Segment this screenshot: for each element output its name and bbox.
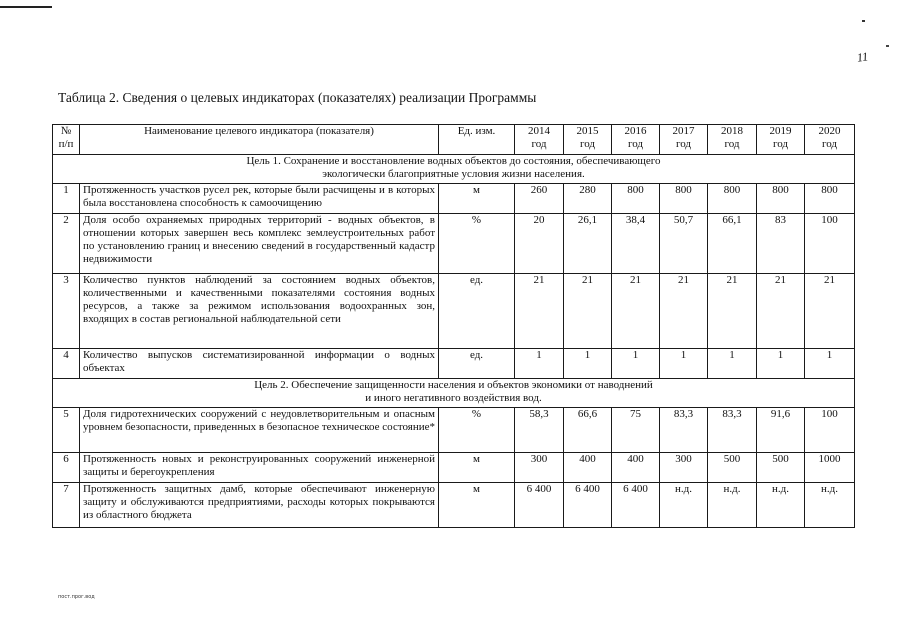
value-cell: н.д. bbox=[660, 483, 708, 528]
value-cell: 800 bbox=[612, 184, 660, 214]
value-cell: 280 bbox=[564, 184, 612, 214]
value-cell: 6 400 bbox=[515, 483, 564, 528]
indicator-name: Протяженность защитных дамб, которые обеспечивают инженерную защиту и обслуживаются предприятиями, расходы которых покрываются из областного бюджета bbox=[80, 483, 439, 528]
row-number: 2 bbox=[53, 214, 80, 274]
row-number: 1 bbox=[53, 184, 80, 214]
unit-cell: м bbox=[439, 184, 515, 214]
value-cell: 1 bbox=[708, 349, 757, 379]
table-row bbox=[53, 483, 855, 528]
header-year-suffix: год bbox=[821, 138, 838, 150]
goal-row bbox=[53, 379, 855, 408]
row-number: 7 bbox=[53, 483, 80, 528]
unit-cell: ед. bbox=[439, 274, 515, 349]
unit-cell: % bbox=[439, 408, 515, 453]
header-year bbox=[515, 125, 564, 155]
scan-speck bbox=[886, 45, 889, 47]
header-year bbox=[660, 125, 708, 155]
header-year-number: 2016 bbox=[624, 125, 647, 137]
indicator-name: Количество выпусков систематизированной информации о водных объектах bbox=[80, 349, 439, 379]
goal-title: Цель 2. Обеспечение защищенности населения и объектов экономики от наводнений и иного негативного воздействия вод. bbox=[53, 379, 855, 408]
table-caption: Таблица 2. Сведения о целевых индикаторах (показателях) реализации Программы bbox=[58, 90, 537, 105]
value-cell: 400 bbox=[564, 453, 612, 483]
indicator-name: Протяженность новых и реконструированных сооружений инженерной защиты и берегоукрепления bbox=[80, 453, 439, 483]
value-cell: 83,3 bbox=[708, 408, 757, 453]
value-cell: 1 bbox=[612, 349, 660, 379]
header-year-suffix: год bbox=[675, 138, 692, 150]
value-cell: 66,6 bbox=[564, 408, 612, 453]
value-cell: 800 bbox=[660, 184, 708, 214]
value-cell: 20 bbox=[515, 214, 564, 274]
value-cell: 500 bbox=[757, 453, 805, 483]
table-row bbox=[53, 408, 855, 453]
value-cell: 400 bbox=[612, 453, 660, 483]
value-cell: 83,3 bbox=[660, 408, 708, 453]
value-cell: 1 bbox=[515, 349, 564, 379]
header-year bbox=[805, 125, 855, 155]
header-year bbox=[708, 125, 757, 155]
header-year-suffix: год bbox=[724, 138, 740, 150]
row-number: 3 bbox=[53, 274, 80, 349]
value-cell: н.д. bbox=[805, 483, 855, 528]
value-cell: 66,1 bbox=[708, 214, 757, 274]
scan-speck bbox=[862, 20, 865, 22]
row-number: 5 bbox=[53, 408, 80, 453]
table-row bbox=[53, 214, 855, 274]
header-year-number: 2017 bbox=[672, 125, 695, 137]
value-cell: 50,7 bbox=[660, 214, 708, 274]
value-cell: 21 bbox=[708, 274, 757, 349]
row-number: 6 bbox=[53, 453, 80, 483]
top-rule bbox=[0, 6, 52, 8]
header-year-number: 2019 bbox=[769, 125, 792, 137]
goal-row bbox=[53, 155, 855, 184]
indicators-table bbox=[52, 124, 855, 528]
header-year-suffix: год bbox=[627, 138, 644, 150]
header-unit: Ед. изм. bbox=[439, 125, 515, 155]
indicator-name: Доля гидротехнических сооружений с неудовлетворительным и опасным уровнем безопасности, приведенных в безопасное техническое состояние* bbox=[80, 408, 439, 453]
footer-note: поcт.прог.вод bbox=[58, 594, 95, 600]
header-year-suffix: год bbox=[579, 138, 596, 150]
value-cell: 300 bbox=[515, 453, 564, 483]
header-year bbox=[612, 125, 660, 155]
page-number: 11 bbox=[856, 49, 869, 65]
value-cell: 260 bbox=[515, 184, 564, 214]
value-cell: 21 bbox=[515, 274, 564, 349]
value-cell: 6 400 bbox=[612, 483, 660, 528]
value-cell: 300 bbox=[660, 453, 708, 483]
value-cell: 800 bbox=[805, 184, 855, 214]
value-cell: 21 bbox=[660, 274, 708, 349]
value-cell: 75 bbox=[612, 408, 660, 453]
value-cell: 1000 bbox=[805, 453, 855, 483]
value-cell: 6 400 bbox=[564, 483, 612, 528]
value-cell: 91,6 bbox=[757, 408, 805, 453]
value-cell: 100 bbox=[805, 408, 855, 453]
header-year bbox=[757, 125, 805, 155]
value-cell: 83 bbox=[757, 214, 805, 274]
value-cell: 1 bbox=[564, 349, 612, 379]
table-row bbox=[53, 274, 855, 349]
unit-cell: % bbox=[439, 214, 515, 274]
table-row bbox=[53, 184, 855, 214]
value-cell: 21 bbox=[612, 274, 660, 349]
header-year-suffix: год bbox=[772, 138, 789, 150]
table-row bbox=[53, 349, 855, 379]
value-cell: н.д. bbox=[757, 483, 805, 528]
row-number: 4 bbox=[53, 349, 80, 379]
indicator-name: Доля особо охраняемых природных территорий - водных объектов, в отношении которых завершен весь комплекс землеустроительных работ по установлению границ и внесению сведений в государственный кадастр недвижимости bbox=[80, 214, 439, 274]
unit-cell: м bbox=[439, 453, 515, 483]
value-cell: н.д. bbox=[708, 483, 757, 528]
header-name: Наименование целевого индикатора (показателя) bbox=[80, 125, 439, 155]
value-cell: 800 bbox=[708, 184, 757, 214]
table-body bbox=[53, 155, 855, 528]
value-cell: 38,4 bbox=[612, 214, 660, 274]
value-cell: 100 bbox=[805, 214, 855, 274]
unit-cell: м bbox=[439, 483, 515, 528]
goal-title: Цель 1. Сохранение и восстановление водных объектов до состояния, обеспечивающего экологически благоприятные условия жизни населения. bbox=[53, 155, 855, 184]
value-cell: 1 bbox=[805, 349, 855, 379]
header-year-number: 2015 bbox=[576, 125, 599, 137]
header-year bbox=[564, 125, 612, 155]
value-cell: 800 bbox=[757, 184, 805, 214]
value-cell: 21 bbox=[564, 274, 612, 349]
table-header-row bbox=[53, 125, 855, 155]
header-num: № п/п bbox=[53, 125, 80, 155]
value-cell: 1 bbox=[757, 349, 805, 379]
value-cell: 21 bbox=[805, 274, 855, 349]
value-cell: 1 bbox=[660, 349, 708, 379]
header-year-number: 2020 bbox=[818, 125, 841, 137]
header-year-suffix: год bbox=[531, 138, 547, 150]
value-cell: 26,1 bbox=[564, 214, 612, 274]
table-row bbox=[53, 453, 855, 483]
value-cell: 21 bbox=[757, 274, 805, 349]
unit-cell: ед. bbox=[439, 349, 515, 379]
header-year-number: 2014 bbox=[528, 125, 550, 137]
value-cell: 500 bbox=[708, 453, 757, 483]
indicator-name: Количество пунктов наблюдений за состоянием водных объектов, количественными и качественными показателями состояния водных ресурсов, а также за режимом использования водоохранных зон, входящих в состав региональной наблюдательной сети bbox=[80, 274, 439, 349]
value-cell: 58,3 bbox=[515, 408, 564, 453]
header-year-number: 2018 bbox=[721, 125, 743, 137]
indicator-name: Протяженность участков русел рек, которые были расчищены и в которых была восстановлена способность к самоочищению bbox=[80, 184, 439, 214]
